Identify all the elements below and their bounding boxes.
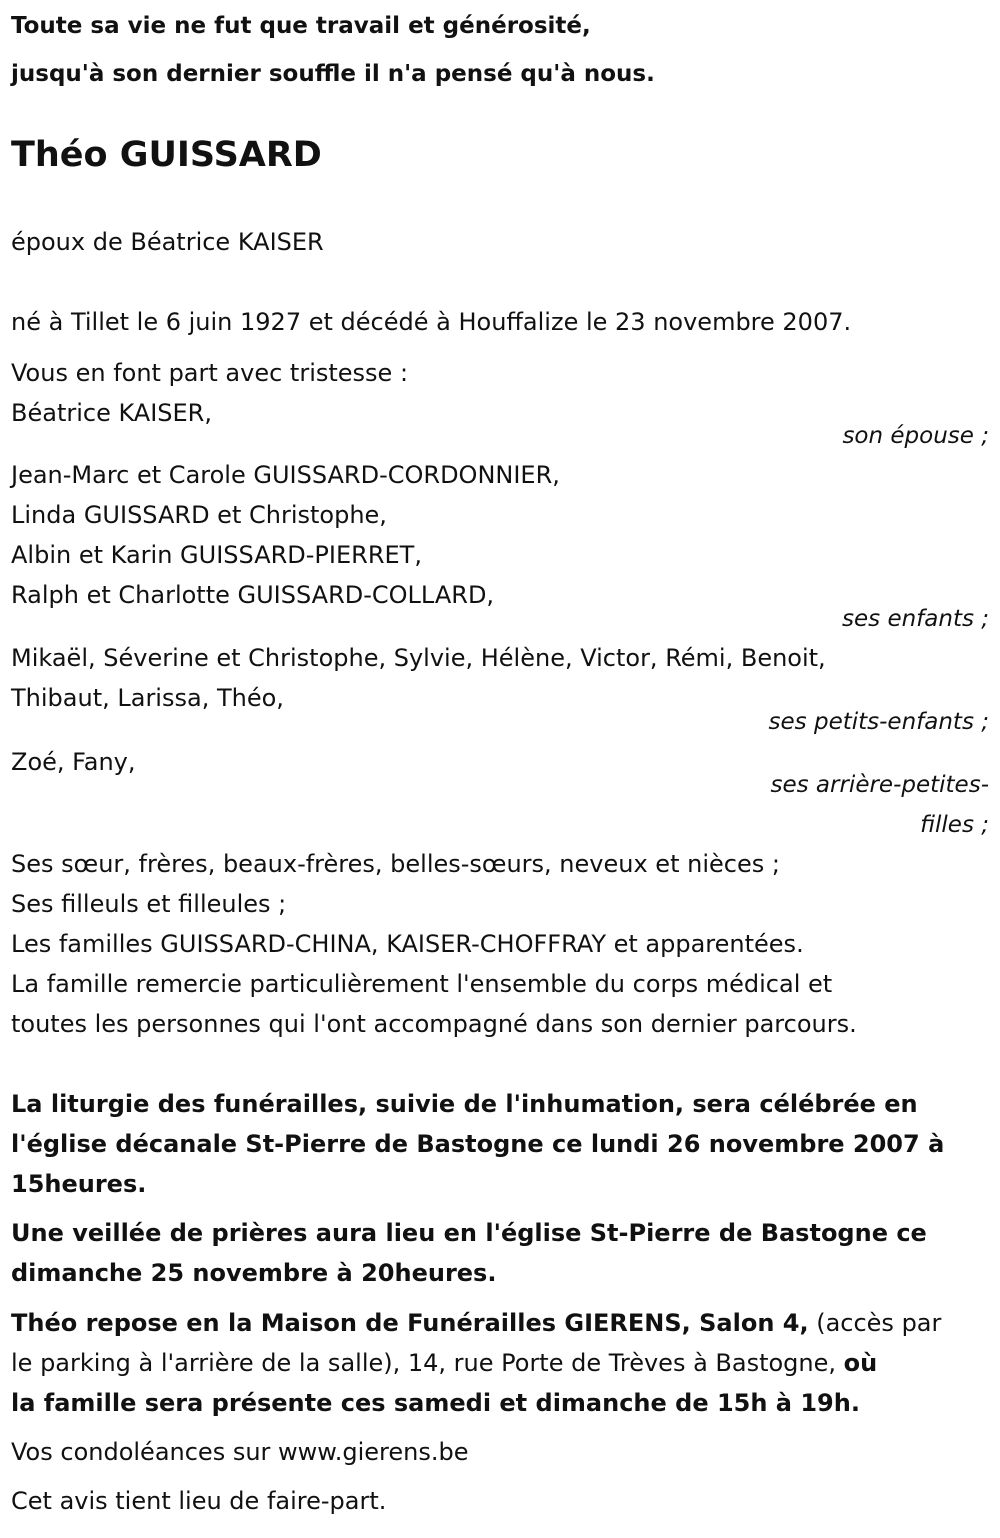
vigil-info-line: dimanche 25 novembre à 20heures. bbox=[11, 1259, 497, 1287]
repose-info-line-1 bbox=[11, 1303, 941, 1343]
repose-info-line-3: la famille sera présente ces samedi et dimanche de 15h à 19h. bbox=[11, 1389, 860, 1417]
repose-access: (accès par bbox=[808, 1309, 942, 1337]
spouse-line: époux de Béatrice KAISER bbox=[11, 228, 324, 256]
epitaph-line-1: Toute sa vie ne fut que travail et générosité, bbox=[11, 13, 591, 39]
grandchildren-line: Mikaël, Séverine et Christophe, Sylvie, Hélène, Victor, Rémi, Benoit, bbox=[11, 644, 826, 672]
godchildren-line: Ses filleuls et filleules ; bbox=[11, 890, 287, 918]
child-line: Ralph et Charlotte GUISSARD-COLLARD, bbox=[11, 581, 495, 609]
grandchildren-line: Thibaut, Larissa, Théo, bbox=[11, 684, 284, 712]
families-line: Les familles GUISSARD-CHINA, KAISER-CHOFFRAY et apparentées. bbox=[11, 930, 804, 958]
repose-address: le parking à l'arrière de la salle), 14, rue Porte de Trèves à Bastogne, bbox=[11, 1349, 844, 1377]
great-grandchildren-role-cont: filles ; bbox=[920, 812, 989, 838]
epitaph-line-2: jusqu'à son dernier souffle il n'a pensé qu'à nous. bbox=[11, 61, 655, 87]
relatives-line: Ses sœur, frères, beaux-frères, belles-sœurs, neveux et nièces ; bbox=[11, 850, 780, 878]
announcement-intro: Vous en font part avec tristesse : bbox=[11, 359, 409, 387]
grandchildren-role: ses petits-enfants ; bbox=[768, 709, 989, 735]
child-line: Albin et Karin GUISSARD-PIERRET, bbox=[11, 541, 422, 569]
repose-family-where: où bbox=[843, 1349, 878, 1377]
condolences-line: Vos condoléances sur www.gierens.be bbox=[11, 1438, 469, 1466]
funeral-info-line: l'église décanale St-Pierre de Bastogne ce lundi 26 novembre 2007 à bbox=[11, 1130, 945, 1158]
great-grandchildren-role: ses arrière-petites- bbox=[770, 772, 989, 798]
spouse-name: Béatrice KAISER, bbox=[11, 399, 212, 427]
child-line: Jean-Marc et Carole GUISSARD-CORDONNIER, bbox=[11, 461, 560, 489]
repose-info-line-2 bbox=[11, 1343, 877, 1383]
child-line: Linda GUISSARD et Christophe, bbox=[11, 501, 387, 529]
notice-line: Cet avis tient lieu de faire-part. bbox=[11, 1487, 387, 1515]
great-grandchildren-line: Zoé, Fany, bbox=[11, 748, 136, 776]
children-role: ses enfants ; bbox=[842, 606, 989, 632]
thanks-line: La famille remercie particulièrement l'ensemble du corps médical et bbox=[11, 970, 833, 998]
birth-death-line: né à Tillet le 6 juin 1927 et décédé à Houffalize le 23 novembre 2007. bbox=[11, 308, 852, 336]
funeral-info-line: La liturgie des funérailles, suivie de l'inhumation, sera célébrée en bbox=[11, 1090, 918, 1118]
thanks-line: toutes les personnes qui l'ont accompagné dans son dernier parcours. bbox=[11, 1010, 857, 1038]
funeral-info-line: 15heures. bbox=[11, 1170, 147, 1198]
deceased-name: Théo GUISSARD bbox=[11, 135, 322, 175]
spouse-role: son épouse ; bbox=[842, 423, 989, 449]
vigil-info-line: Une veillée de prières aura lieu en l'église St-Pierre de Bastogne ce bbox=[11, 1219, 927, 1247]
repose-location: Théo repose en la Maison de Funérailles GIERENS, Salon 4, bbox=[11, 1309, 809, 1337]
